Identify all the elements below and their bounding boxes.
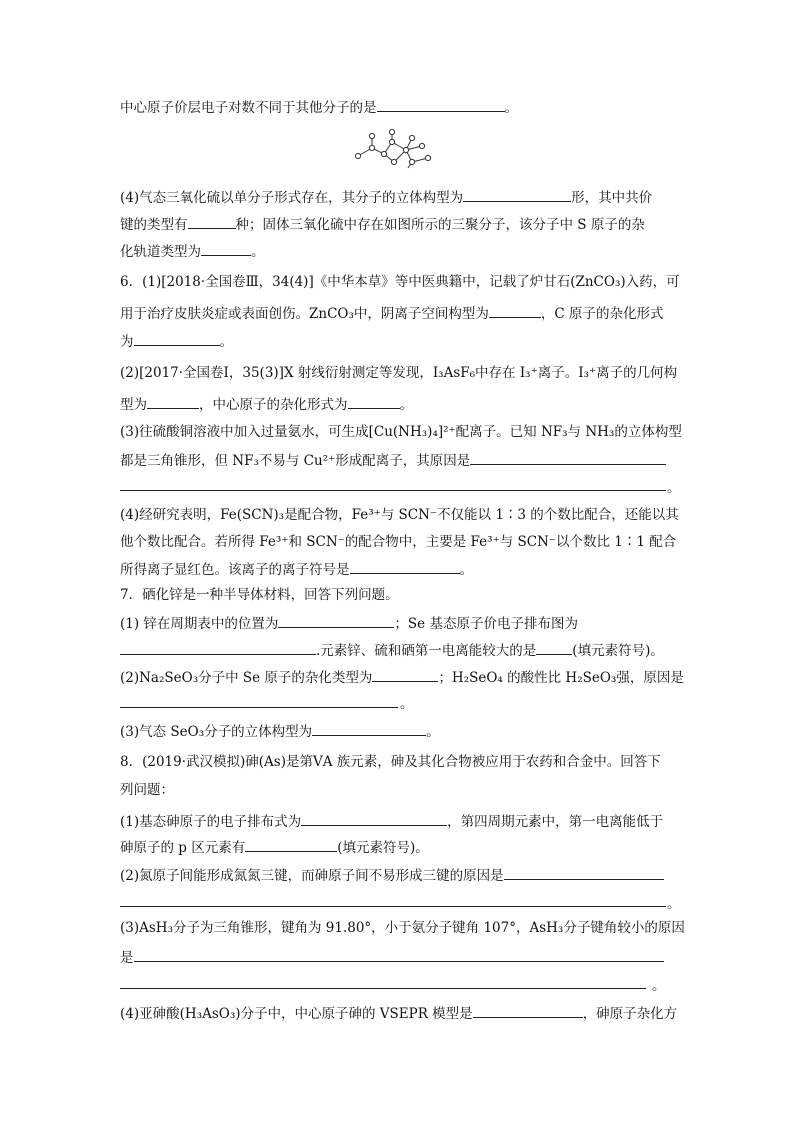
answer-blank[interactable] xyxy=(278,612,394,628)
q5-4-line3: 化轨道类型为 。 xyxy=(120,240,265,262)
q8-1-line2: 砷原子的 p 区元素有 (填元素符号)。 xyxy=(120,836,429,858)
answer-blank[interactable] xyxy=(536,639,572,655)
q8-3-line1: (3)AsH₃分子为三角锥形，键角为 91.80°，小于氨分子键角 107°，AsH₃分子键角较小的原因 xyxy=(120,920,685,936)
q6-3-line1: (3)往硫酸铜溶液中加入过量氨水，可生成[Cu(NH₃)₄]²⁺配离子。已知 NF₃与 NH₃的立体构型 xyxy=(120,424,682,440)
answer-blank[interactable] xyxy=(504,864,664,880)
answer-blank[interactable] xyxy=(463,186,571,202)
q8-2-line1: (2)氮原子间能形成氮氮三键，而砷原子间不易形成三键的原因是 xyxy=(120,864,664,886)
q7-2-line1: (2)Na₂SeO₃分子中 Se 原子的杂化类型为 ；H₂SeO₄ 的酸性比 H₂SeO₃强，原因是 xyxy=(120,666,684,688)
q8-2-end: 。 xyxy=(667,896,681,912)
q6-line2: 用于治疗皮肤炎症或表面创伤。ZnCO₃中，阴离子空间构型为 ，C 原子的杂化形式 xyxy=(120,302,664,324)
answer-blank[interactable] xyxy=(134,946,664,962)
q8-line2: 列问题： xyxy=(120,782,174,798)
q8-4-line1: (4)亚砷酸(H₃AsO₃)分子中，中心原子砷的 VSEPR 模型是 ，砷原子杂化方 xyxy=(120,1002,677,1024)
q5-4-line2: 键的类型有 种；固体三氧化硫中存在如图所示的三聚分子，该分子中 S 原子的杂 xyxy=(120,213,645,235)
q6-2-line1: (2)[2017·全国卷Ⅰ，35(3)]X 射线衍射测定等发现，I₃AsF₆中存在 I₃⁺离子。I₃⁺离子的几何构 xyxy=(120,365,678,381)
q6-4-line3: 所得离子显红色。该离子的离子符号是 。 xyxy=(120,558,473,580)
answer-line[interactable] xyxy=(120,906,666,907)
q7-1-line1: (1) 锌在周期表中的位置为 ；Se 基态原子价电子排布图为 xyxy=(120,612,578,634)
q8-1-line1: (1)基态砷原子的电子排布式为 ，第四周期元素中，第一电离能低于 xyxy=(120,810,663,832)
answer-blank[interactable] xyxy=(377,96,505,112)
answer-blank[interactable] xyxy=(147,393,199,409)
answer-blank[interactable] xyxy=(201,240,251,256)
q7-1-line2: .元素锌、硫和硒第一电离能较大的是 (填元素符号)。 xyxy=(120,639,664,661)
q7-3-line1: (3)气态 SeO₃分子的立体构型为 。 xyxy=(120,720,440,742)
answer-blank[interactable] xyxy=(470,449,666,465)
answer-blank[interactable] xyxy=(312,720,426,736)
answer-line[interactable] xyxy=(120,988,646,989)
q5-4-line1: (4)气态三氧化硫以单分子形式存在，其分子的立体构型为 形，其中共价 xyxy=(120,186,652,208)
q6-3-end: 。 xyxy=(667,480,681,496)
answer-blank[interactable] xyxy=(473,1002,583,1018)
q7-title: 7．硒化锌是一种半导体材料，回答下列问题。 xyxy=(120,587,399,603)
so3-trimer-diagram xyxy=(350,128,445,170)
answer-blank[interactable] xyxy=(348,393,400,409)
answer-blank[interactable] xyxy=(301,810,447,826)
q6-3-line2: 都是三角锥形，但 NF₃不易与 Cu²⁺形成配离子，其原因是 xyxy=(120,449,666,471)
q8-3-line2: 是 xyxy=(120,946,664,968)
answer-blank[interactable] xyxy=(120,639,316,655)
answer-line[interactable] xyxy=(120,707,398,708)
q8-3-end: 。 xyxy=(652,978,666,994)
q6-line3: 为 。 xyxy=(120,330,233,352)
answer-blank[interactable] xyxy=(489,302,541,318)
q6-line1: 6．(1)[2018·全国卷Ⅲ，34(4)]《中华本草》等中医典籍中，记载了炉甘石(ZnCO₃)入药，可 xyxy=(120,274,680,290)
answer-line[interactable] xyxy=(120,490,666,491)
q8-line1: 8．(2019·武汉模拟)砷(As)是第ⅤA 族元素，砷及其化合物被应用于农药和合金中。回答下 xyxy=(120,754,661,770)
q6-4-line2: 他个数比配合。若所得 Fe³⁺和 SCN⁻的配合物中，主要是 Fe³⁺与 SCN⁻以个数比 1∶1 配合 xyxy=(120,534,677,550)
answer-blank[interactable] xyxy=(372,666,438,682)
q5-tail-line: 中心原子价层电子对数不同于其他分子的是 。 xyxy=(120,96,518,118)
answer-blank[interactable] xyxy=(188,213,236,229)
answer-blank[interactable] xyxy=(350,558,460,574)
q6-2-line2: 型为 ，中心原子的杂化形式为 。 xyxy=(120,393,413,415)
answer-blank[interactable] xyxy=(134,330,220,346)
answer-blank[interactable] xyxy=(245,836,337,852)
q7-2-end: 。 xyxy=(400,696,414,712)
q6-4-line1: (4)经研究表明，Fe(SCN)₃是配合物，Fe³⁺与 SCN⁻不仅能以 1∶3 的个数比配合，还能以其 xyxy=(120,507,679,523)
